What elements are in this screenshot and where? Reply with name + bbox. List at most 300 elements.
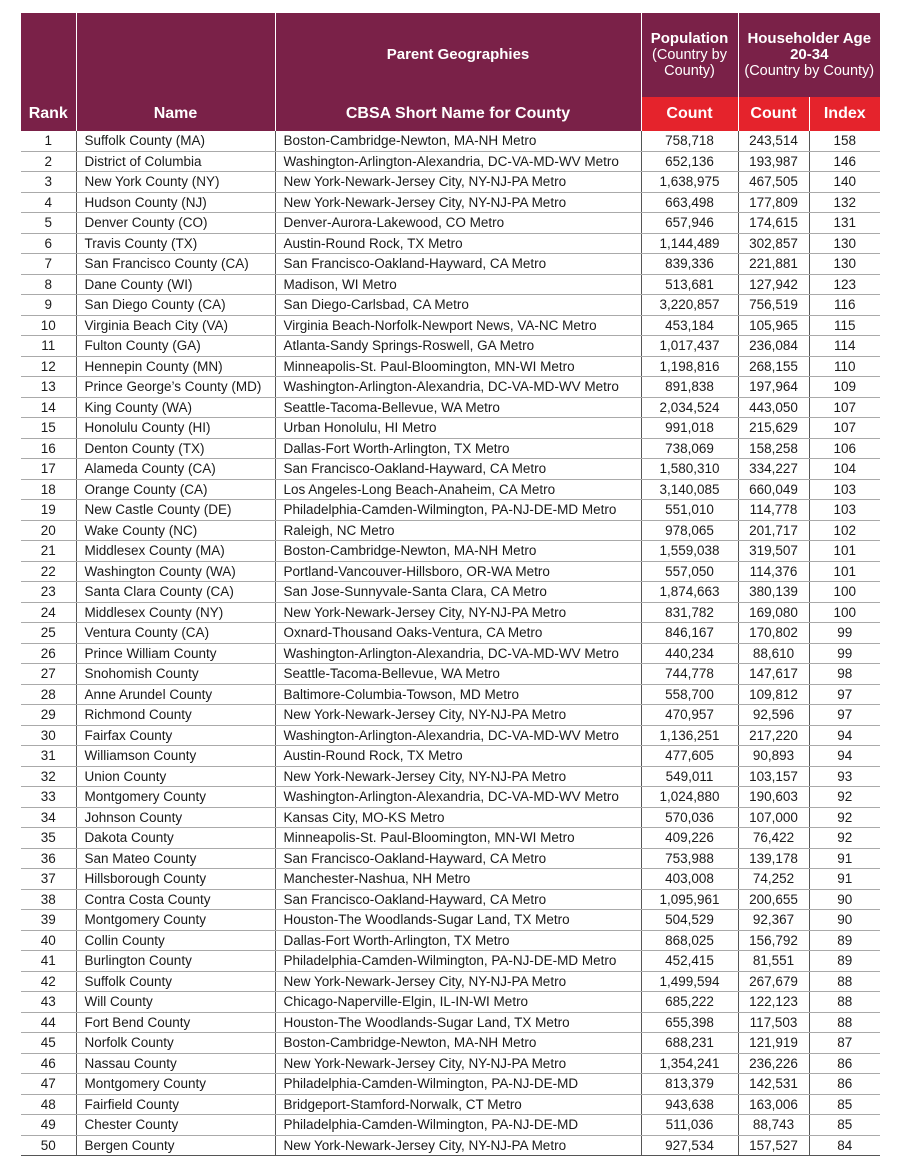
header-population-subtitle: (Country by County) [652,47,727,79]
index-cell: 90 [809,910,880,931]
cbsa-cell: San Francisco-Oakland-Hayward, CA Metro [275,889,641,910]
cbsa-cell: Denver-Aurora-Lakewood, CO Metro [275,213,641,234]
table-row [21,807,880,828]
table-row [21,930,880,951]
index-cell: 88 [809,1012,880,1033]
name-cell: Norfolk County [76,1033,275,1054]
householder-count-cell: 127,942 [738,274,809,295]
table-row [21,479,880,500]
population-count-cell: 1,354,241 [641,1053,738,1074]
population-count-cell: 470,957 [641,705,738,726]
index-cell: 89 [809,951,880,972]
householder-count-cell: 267,679 [738,971,809,992]
table-row [21,233,880,254]
name-cell: Anne Arundel County [76,684,275,705]
population-count-cell: 403,008 [641,869,738,890]
householder-count-cell: 380,139 [738,582,809,603]
householder-count-cell: 215,629 [738,418,809,439]
header-name: Name [76,97,275,131]
county-ranking-table [21,13,880,1156]
name-cell: Wake County (NC) [76,520,275,541]
householder-count-cell: 157,527 [738,1135,809,1156]
householder-count-cell: 107,000 [738,807,809,828]
cbsa-cell: Washington-Arlington-Alexandria, DC-VA-MD-WV Metro [275,787,641,808]
index-cell: 102 [809,520,880,541]
name-cell: Williamson County [76,746,275,767]
rank-cell: 27 [21,664,76,685]
name-cell: Fairfax County [76,725,275,746]
population-count-cell: 549,011 [641,766,738,787]
name-cell: Dakota County [76,828,275,849]
rank-cell: 26 [21,643,76,664]
index-cell: 116 [809,295,880,316]
cbsa-cell: Houston-The Woodlands-Sugar Land, TX Metro [275,910,641,931]
population-count-cell: 453,184 [641,315,738,336]
table-row [21,848,880,869]
rank-cell: 17 [21,459,76,480]
population-count-cell: 1,499,594 [641,971,738,992]
name-cell: San Diego County (CA) [76,295,275,316]
householder-count-cell: 756,519 [738,295,809,316]
header-householder-subtitle: (Country by County) [744,63,875,79]
header-householder-title: Householder Age 20-34 [747,30,872,63]
index-cell: 90 [809,889,880,910]
index-cell: 100 [809,602,880,623]
table-row [21,336,880,357]
rank-cell: 34 [21,807,76,828]
population-count-cell: 688,231 [641,1033,738,1054]
rank-cell: 25 [21,623,76,644]
table-row [21,992,880,1013]
cbsa-cell: Chicago-Naperville-Elgin, IL-IN-WI Metro [275,992,641,1013]
index-cell: 130 [809,233,880,254]
population-count-cell: 663,498 [641,192,738,213]
index-cell: 99 [809,643,880,664]
table-header [21,13,880,131]
name-cell: Suffolk County (MA) [76,131,275,151]
householder-count-cell: 190,603 [738,787,809,808]
index-cell: 106 [809,438,880,459]
rank-cell: 50 [21,1135,76,1156]
index-cell: 98 [809,664,880,685]
index-cell: 86 [809,1053,880,1074]
table-row [21,869,880,890]
index-cell: 89 [809,930,880,951]
population-count-cell: 558,700 [641,684,738,705]
cbsa-cell: Boston-Cambridge-Newton, MA-NH Metro [275,131,641,151]
rank-cell: 14 [21,397,76,418]
name-cell: Richmond County [76,705,275,726]
name-cell: Alameda County (CA) [76,459,275,480]
householder-count-cell: 117,503 [738,1012,809,1033]
population-count-cell: 440,234 [641,643,738,664]
name-cell: Fairfield County [76,1094,275,1115]
population-count-cell: 1,874,663 [641,582,738,603]
householder-count-cell: 302,857 [738,233,809,254]
cbsa-cell: Raleigh, NC Metro [275,520,641,541]
rank-cell: 44 [21,1012,76,1033]
table-row [21,377,880,398]
rank-cell: 29 [21,705,76,726]
householder-count-cell: 217,220 [738,725,809,746]
population-count-cell: 409,226 [641,828,738,849]
index-cell: 92 [809,828,880,849]
name-cell: Contra Costa County [76,889,275,910]
population-count-cell: 477,605 [641,746,738,767]
header-rank: Rank [21,97,76,131]
name-cell: Fulton County (GA) [76,336,275,357]
population-count-cell: 3,140,085 [641,479,738,500]
householder-count-cell: 467,505 [738,172,809,193]
householder-count-cell: 158,258 [738,438,809,459]
cbsa-cell: New York-Newark-Jersey City, NY-NJ-PA Metro [275,766,641,787]
name-cell: Montgomery County [76,910,275,931]
table-row [21,705,880,726]
population-count-cell: 1,144,489 [641,233,738,254]
population-count-cell: 978,065 [641,520,738,541]
name-cell: Virginia Beach City (VA) [76,315,275,336]
index-cell: 103 [809,479,880,500]
rank-cell: 20 [21,520,76,541]
table-row [21,1012,880,1033]
rank-cell: 16 [21,438,76,459]
rank-cell: 22 [21,561,76,582]
table-row [21,889,880,910]
index-cell: 158 [809,131,880,151]
population-count-cell: 758,718 [641,131,738,151]
cbsa-cell: New York-Newark-Jersey City, NY-NJ-PA Metro [275,705,641,726]
cbsa-cell: Portland-Vancouver-Hillsboro, OR-WA Metro [275,561,641,582]
table-row [21,172,880,193]
name-cell: Snohomish County [76,664,275,685]
population-count-cell: 753,988 [641,848,738,869]
table-row [21,725,880,746]
cbsa-cell: Dallas-Fort Worth-Arlington, TX Metro [275,930,641,951]
index-cell: 146 [809,151,880,172]
population-count-cell: 511,036 [641,1115,738,1136]
rank-cell: 18 [21,479,76,500]
rank-cell: 31 [21,746,76,767]
population-count-cell: 891,838 [641,377,738,398]
householder-count-cell: 236,084 [738,336,809,357]
index-cell: 107 [809,418,880,439]
rank-cell: 35 [21,828,76,849]
population-count-cell: 1,024,880 [641,787,738,808]
ranking-table-container [21,13,880,1156]
index-cell: 140 [809,172,880,193]
name-cell: Santa Clara County (CA) [76,582,275,603]
header-householder-age [738,13,880,97]
householder-count-cell: 142,531 [738,1074,809,1095]
name-cell: Prince William County [76,643,275,664]
cbsa-cell: Atlanta-Sandy Springs-Roswell, GA Metro [275,336,641,357]
index-cell: 123 [809,274,880,295]
name-cell: Dane County (WI) [76,274,275,295]
header-label-row [21,97,880,131]
cbsa-cell: New York-Newark-Jersey City, NY-NJ-PA Metro [275,172,641,193]
name-cell: Chester County [76,1115,275,1136]
name-cell: Montgomery County [76,1074,275,1095]
cbsa-cell: New York-Newark-Jersey City, NY-NJ-PA Metro [275,192,641,213]
name-cell: Nassau County [76,1053,275,1074]
name-cell: Montgomery County [76,787,275,808]
table-row [21,643,880,664]
name-cell: Hillsborough County [76,869,275,890]
index-cell: 99 [809,623,880,644]
householder-count-cell: 147,617 [738,664,809,685]
index-cell: 88 [809,971,880,992]
table-row [21,397,880,418]
index-cell: 93 [809,766,880,787]
rank-cell: 11 [21,336,76,357]
householder-count-cell: 201,717 [738,520,809,541]
householder-count-cell: 221,881 [738,254,809,275]
householder-count-cell: 114,376 [738,561,809,582]
rank-cell: 19 [21,500,76,521]
cbsa-cell: Manchester-Nashua, NH Metro [275,869,641,890]
index-cell: 100 [809,582,880,603]
cbsa-cell: Washington-Arlington-Alexandria, DC-VA-MD-WV Metro [275,377,641,398]
rank-cell: 15 [21,418,76,439]
cbsa-cell: San Diego-Carlsbad, CA Metro [275,295,641,316]
householder-count-cell: 193,987 [738,151,809,172]
index-cell: 110 [809,356,880,377]
table-row [21,1115,880,1136]
table-row [21,1033,880,1054]
cbsa-cell: Philadelphia-Camden-Wilmington, PA-NJ-DE-MD [275,1074,641,1095]
header-cbsa: CBSA Short Name for County [275,97,641,131]
name-cell: Honolulu County (HI) [76,418,275,439]
population-count-cell: 513,681 [641,274,738,295]
cbsa-cell: Houston-The Woodlands-Sugar Land, TX Metro [275,1012,641,1033]
cbsa-cell: San Francisco-Oakland-Hayward, CA Metro [275,848,641,869]
index-cell: 91 [809,848,880,869]
name-cell: Middlesex County (MA) [76,541,275,562]
name-cell: Union County [76,766,275,787]
cbsa-cell: Philadelphia-Camden-Wilmington, PA-NJ-DE-MD Metro [275,500,641,521]
population-count-cell: 2,034,524 [641,397,738,418]
index-cell: 115 [809,315,880,336]
population-count-cell: 1,017,437 [641,336,738,357]
cbsa-cell: Washington-Arlington-Alexandria, DC-VA-MD-WV Metro [275,643,641,664]
rank-cell: 45 [21,1033,76,1054]
householder-count-cell: 170,802 [738,623,809,644]
table-row [21,1135,880,1156]
cbsa-cell: Virginia Beach-Norfolk-Newport News, VA-NC Metro [275,315,641,336]
header-blank-name [76,13,275,97]
householder-count-cell: 334,227 [738,459,809,480]
table-row [21,438,880,459]
cbsa-cell: Oxnard-Thousand Oaks-Ventura, CA Metro [275,623,641,644]
table-row [21,561,880,582]
rank-cell: 30 [21,725,76,746]
cbsa-cell: Urban Honolulu, HI Metro [275,418,641,439]
rank-cell: 36 [21,848,76,869]
population-count-cell: 557,050 [641,561,738,582]
rank-cell: 38 [21,889,76,910]
cbsa-cell: New York-Newark-Jersey City, NY-NJ-PA Metro [275,971,641,992]
rank-cell: 32 [21,766,76,787]
householder-count-cell: 122,123 [738,992,809,1013]
name-cell: King County (WA) [76,397,275,418]
population-count-cell: 839,336 [641,254,738,275]
index-cell: 86 [809,1074,880,1095]
table-row [21,971,880,992]
rank-cell: 4 [21,192,76,213]
table-row [21,664,880,685]
index-cell: 101 [809,561,880,582]
rank-cell: 40 [21,930,76,951]
name-cell: San Mateo County [76,848,275,869]
population-count-cell: 685,222 [641,992,738,1013]
rank-cell: 23 [21,582,76,603]
rank-cell: 49 [21,1115,76,1136]
header-population [641,13,738,97]
population-count-cell: 831,782 [641,602,738,623]
population-count-cell: 744,778 [641,664,738,685]
householder-count-cell: 174,615 [738,213,809,234]
name-cell: Johnson County [76,807,275,828]
cbsa-cell: Austin-Round Rock, TX Metro [275,746,641,767]
cbsa-cell: Kansas City, MO-KS Metro [275,807,641,828]
index-cell: 94 [809,725,880,746]
population-count-cell: 551,010 [641,500,738,521]
rank-cell: 42 [21,971,76,992]
name-cell: Suffolk County [76,971,275,992]
rank-cell: 37 [21,869,76,890]
name-cell: New Castle County (DE) [76,500,275,521]
index-cell: 92 [809,787,880,808]
table-row [21,766,880,787]
table-row [21,1074,880,1095]
population-count-cell: 504,529 [641,910,738,931]
householder-count-cell: 197,964 [738,377,809,398]
table-row [21,951,880,972]
name-cell: New York County (NY) [76,172,275,193]
index-cell: 114 [809,336,880,357]
table-row [21,520,880,541]
index-cell: 132 [809,192,880,213]
name-cell: Hennepin County (MN) [76,356,275,377]
table-row [21,295,880,316]
table-row [21,787,880,808]
table-row [21,254,880,275]
rank-cell: 2 [21,151,76,172]
name-cell: Orange County (CA) [76,479,275,500]
rank-cell: 10 [21,315,76,336]
cbsa-cell: Washington-Arlington-Alexandria, DC-VA-MD-WV Metro [275,725,641,746]
name-cell: Prince George’s County (MD) [76,377,275,398]
table-row [21,418,880,439]
cbsa-cell: Bridgeport-Stamford-Norwalk, CT Metro [275,1094,641,1115]
index-cell: 131 [809,213,880,234]
population-count-cell: 991,018 [641,418,738,439]
cbsa-cell: Boston-Cambridge-Newton, MA-NH Metro [275,1033,641,1054]
index-cell: 85 [809,1094,880,1115]
name-cell: Will County [76,992,275,1013]
name-cell: San Francisco County (CA) [76,254,275,275]
header-population-count: Count [641,97,738,131]
table-row [21,459,880,480]
name-cell: Middlesex County (NY) [76,602,275,623]
population-count-cell: 927,534 [641,1135,738,1156]
header-householder-count: Count [738,97,809,131]
householder-count-cell: 74,252 [738,869,809,890]
index-cell: 87 [809,1033,880,1054]
householder-count-cell: 319,507 [738,541,809,562]
table-row [21,541,880,562]
rank-cell: 12 [21,356,76,377]
householder-count-cell: 76,422 [738,828,809,849]
population-count-cell: 1,638,975 [641,172,738,193]
cbsa-cell: Seattle-Tacoma-Bellevue, WA Metro [275,397,641,418]
population-count-cell: 1,559,038 [641,541,738,562]
cbsa-cell: San Francisco-Oakland-Hayward, CA Metro [275,459,641,480]
name-cell: Denton County (TX) [76,438,275,459]
cbsa-cell: Washington-Arlington-Alexandria, DC-VA-MD-WV Metro [275,151,641,172]
householder-count-cell: 268,155 [738,356,809,377]
population-count-cell: 1,198,816 [641,356,738,377]
population-count-cell: 655,398 [641,1012,738,1033]
index-cell: 91 [809,869,880,890]
index-cell: 85 [809,1115,880,1136]
index-cell: 84 [809,1135,880,1156]
population-count-cell: 943,638 [641,1094,738,1115]
population-count-cell: 3,220,857 [641,295,738,316]
rank-cell: 46 [21,1053,76,1074]
rank-cell: 6 [21,233,76,254]
rank-cell: 33 [21,787,76,808]
name-cell: Fort Bend County [76,1012,275,1033]
name-cell: Denver County (CO) [76,213,275,234]
population-count-cell: 846,167 [641,623,738,644]
householder-count-cell: 243,514 [738,131,809,151]
cbsa-cell: Minneapolis-St. Paul-Bloomington, MN-WI Metro [275,356,641,377]
cbsa-cell: Austin-Round Rock, TX Metro [275,233,641,254]
rank-cell: 24 [21,602,76,623]
cbsa-cell: San Jose-Sunnyvale-Santa Clara, CA Metro [275,582,641,603]
householder-count-cell: 103,157 [738,766,809,787]
householder-count-cell: 236,226 [738,1053,809,1074]
cbsa-cell: Seattle-Tacoma-Bellevue, WA Metro [275,664,641,685]
householder-count-cell: 156,792 [738,930,809,951]
householder-count-cell: 163,006 [738,1094,809,1115]
cbsa-cell: Philadelphia-Camden-Wilmington, PA-NJ-DE-MD [275,1115,641,1136]
population-count-cell: 652,136 [641,151,738,172]
name-cell: Ventura County (CA) [76,623,275,644]
rank-cell: 5 [21,213,76,234]
rank-cell: 8 [21,274,76,295]
rank-cell: 7 [21,254,76,275]
index-cell: 97 [809,705,880,726]
householder-count-cell: 92,367 [738,910,809,931]
householder-count-cell: 443,050 [738,397,809,418]
householder-count-cell: 92,596 [738,705,809,726]
header-index: Index [809,97,880,131]
table-row [21,828,880,849]
table-row [21,151,880,172]
cbsa-cell: New York-Newark-Jersey City, NY-NJ-PA Metro [275,1135,641,1156]
population-count-cell: 813,379 [641,1074,738,1095]
table-row [21,746,880,767]
name-cell: Hudson County (NJ) [76,192,275,213]
householder-count-cell: 90,893 [738,746,809,767]
rank-cell: 48 [21,1094,76,1115]
population-count-cell: 657,946 [641,213,738,234]
rank-cell: 47 [21,1074,76,1095]
cbsa-cell: New York-Newark-Jersey City, NY-NJ-PA Metro [275,602,641,623]
rank-cell: 28 [21,684,76,705]
